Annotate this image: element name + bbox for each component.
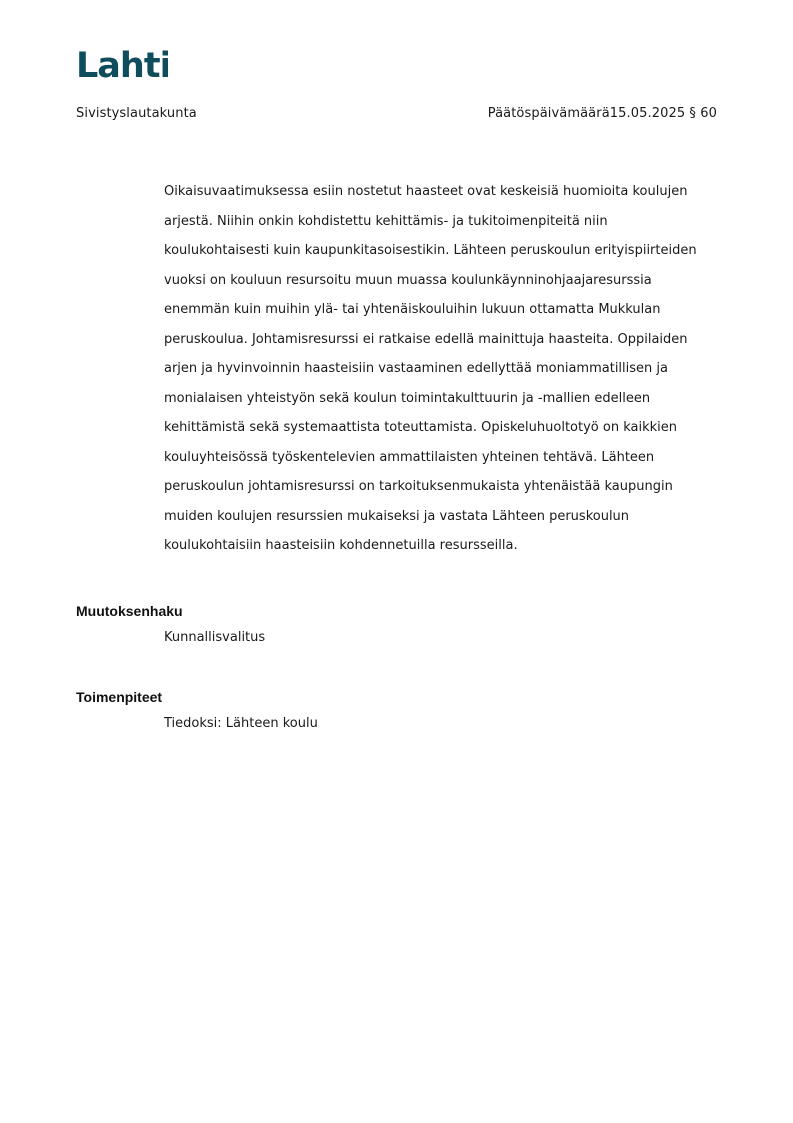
lahti-logo: [76, 46, 168, 82]
appeal-heading: Muutoksenhaku: [76, 603, 183, 619]
logo-text: Lahti: [76, 46, 168, 82]
body-line: vuoksi on kouluun resursoitu muun muassa koulunkäynninohjaajaresurssia: [164, 272, 652, 288]
body-line: Oikaisuvaatimuksessa esiin nostetut haasteet ovat keskeisiä huomioita koulujen: [164, 184, 688, 199]
body-line: arjen ja hyvinvoinnin haasteisiin vastaaminen edellyttää moniammatillisen ja: [164, 361, 668, 376]
body-line: enemmän kuin muihin ylä- tai yhtenäiskouluihin lukuun ottamatta Mukkulan: [164, 302, 661, 317]
decision-date: Päätöspäivämäärä15.05.2025 § 60: [487, 106, 717, 121]
body-line: peruskoulua. Johtamisresurssi ei ratkaise edellä mainittuja haasteita. Oppilaiden: [164, 331, 688, 347]
appeal-content: Kunnallisvalitus: [164, 630, 266, 645]
body-line: koulukohtaisesti kuin kaupunkitasoisestikin. Lähteen peruskoulun erityispiirteiden: [164, 243, 697, 258]
body-line: kouluyhteisössä työskentelevien ammattilaisten yhteinen tehtävä. Lähteen: [164, 449, 655, 465]
body-paragraph: [164, 177, 714, 561]
body-line: muiden koulujen resurssien mukaiseksi ja vastata Lähteen peruskoulun: [164, 508, 630, 524]
body-line: arjestä. Niihin onkin kohdistettu kehittämis- ja tukitoimenpiteitä niin: [164, 213, 608, 229]
body-line: monialaisen yhteistyön sekä koulun toimintakulttuurin ja -mallien edelleen: [164, 390, 651, 406]
actions-content: Tiedoksi: Lähteen koulu: [164, 716, 318, 731]
organization-name: Sivistyslautakunta: [76, 106, 197, 121]
actions-heading: Toimenpiteet: [76, 689, 163, 705]
body-line: koulukohtaisiin haasteisiin kohdennetuilla resursseilla.: [164, 538, 518, 553]
body-line: peruskoulun johtamisresurssi on tarkoituksenmukaista yhtenäistää kaupungin: [164, 479, 673, 494]
body-line: kehittämistä sekä systemaattista toteuttamista. Opiskeluhuoltotyö on kaikkien: [164, 420, 677, 435]
